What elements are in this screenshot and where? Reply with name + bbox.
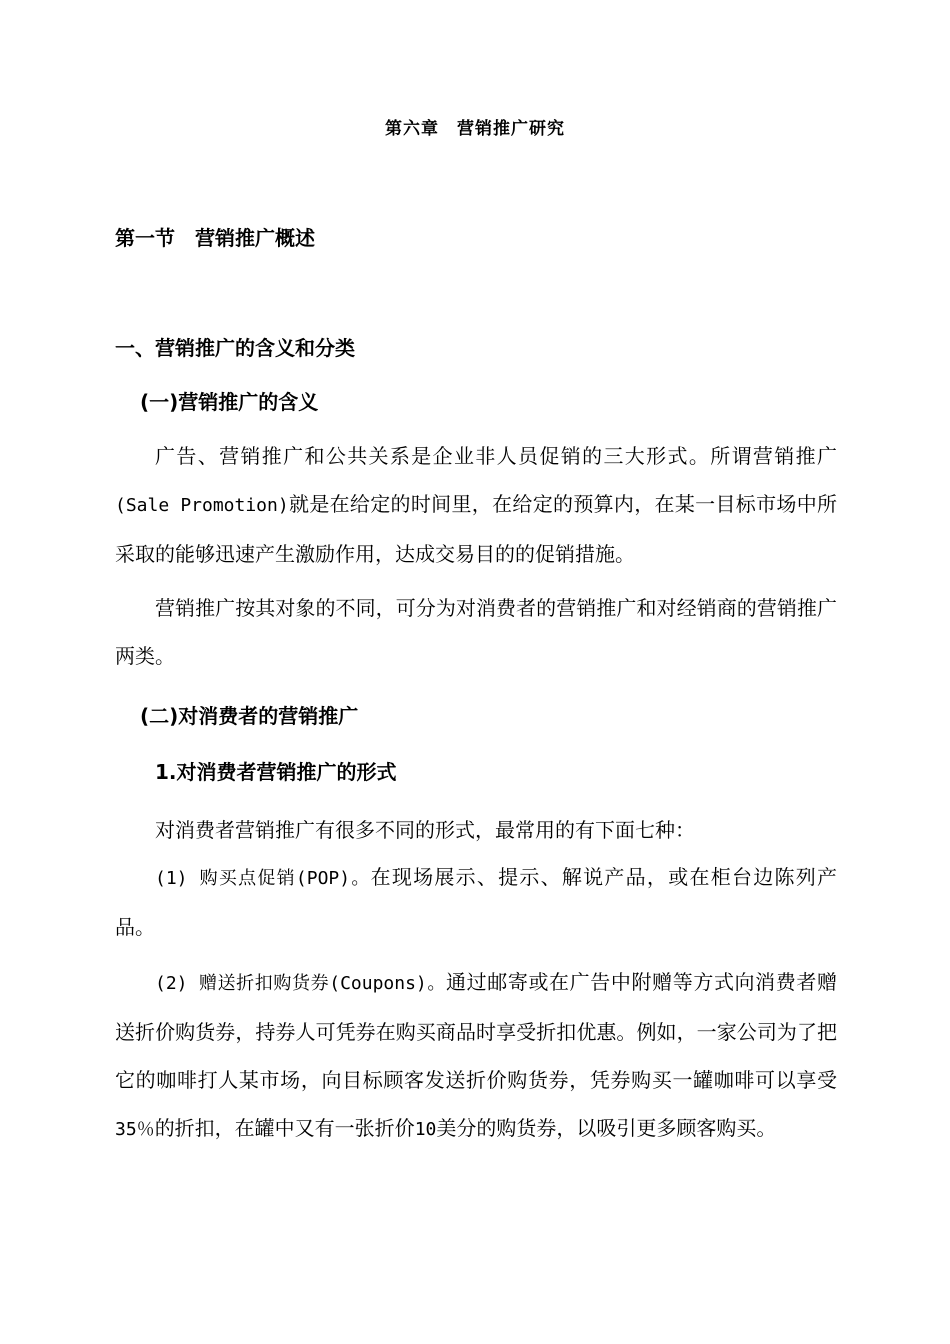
paragraph-pop [115, 853, 837, 951]
paragraph-classification: 营销推广按其对象的不同，可分为对消费者的营销推广和对经销商的营销推广两类。 [115, 596, 837, 668]
paragraph-text-label: (1) 购买点促销(POP)。 [155, 868, 371, 889]
paragraph-text-english: (Sale Promotion) [115, 495, 289, 516]
paragraph-text: 就是在给定的时间里，在给定的预算内，在某一目标市场中所采取的能够迅速产生激励作用，达成交易目的的促销措施。 [115, 492, 838, 566]
heading-forms: 1.对消费者营销推广的形式 [155, 760, 397, 784]
paragraph-number: 10 [414, 1119, 437, 1140]
paragraph-text: 的折扣，在罐中又有一张折价 [154, 1116, 415, 1140]
heading-level-1: 一、营销推广的含义和分类 [115, 336, 355, 360]
paragraph-text: 广告、营销推广和公共关系是企业非人员促销的三大形式。所谓营销推广 [155, 444, 837, 468]
chapter-title: 第六章 营销推广研究 [385, 119, 565, 139]
heading-meaning: (一)营销推广的含义 [140, 390, 319, 414]
paragraph-text: 通过邮寄或在广告中附赠等方式向消费者赠送折价购货券，持券人可凭券在购买商品时享受折扣优惠。例如，一家公司为了把它的咖啡打人某市场，向目标顾客发送折价购货券，凭券购买一罐咖啡可以享受 [115, 970, 837, 1092]
paragraph-text: 在现场展示、提示、解说产品，或在柜台边陈列产品。 [115, 865, 837, 939]
paragraph-intro-forms: 对消费者营销推广有很多不同的形式，最常用的有下面七种： [155, 818, 695, 842]
paragraph-text: 美分的购货券，以吸引更多顾客购买。 [436, 1116, 777, 1140]
heading-consumer-promotion: (二)对消费者的营销推广 [140, 704, 359, 728]
paragraph-coupons [115, 958, 837, 1154]
section-title: 第一节 营销推广概述 [115, 226, 315, 250]
paragraph-number: 35％ [115, 1119, 155, 1140]
paragraph-definition [115, 432, 837, 578]
paragraph-text-label: (2) 赠送折扣购货券(Coupons)。 [155, 973, 446, 994]
